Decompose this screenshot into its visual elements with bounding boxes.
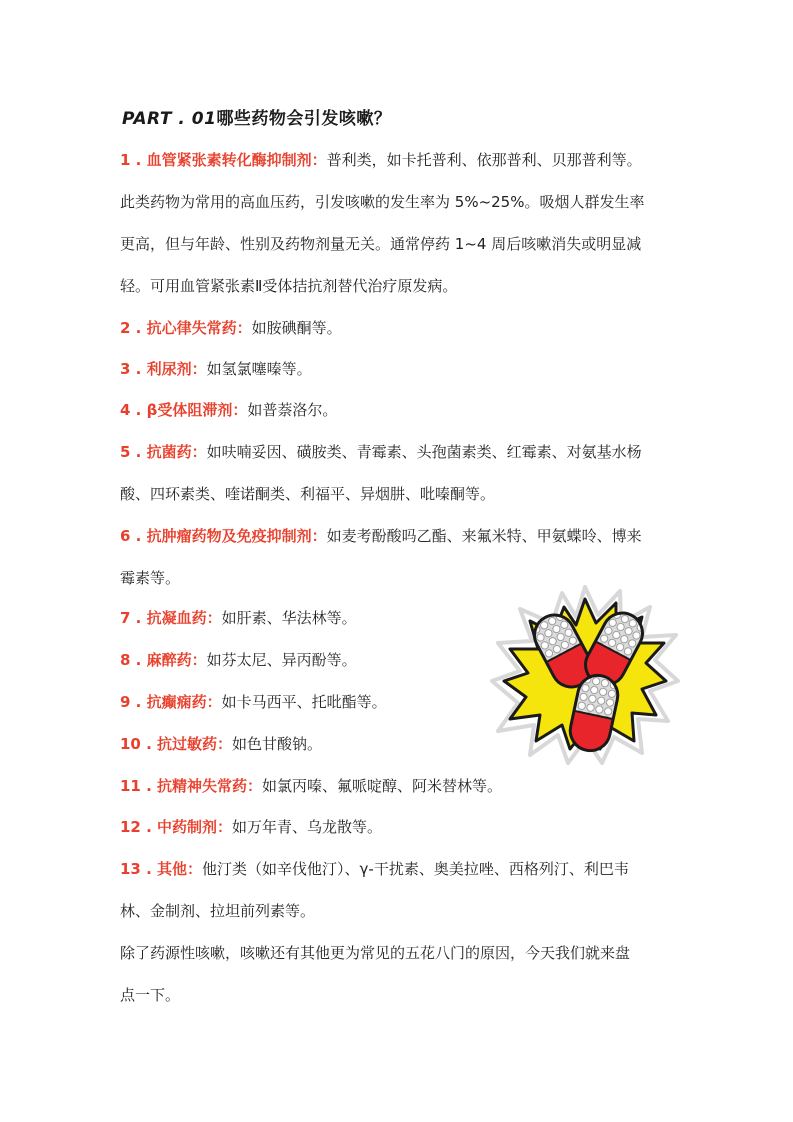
item-5 <box>120 442 642 462</box>
item-label: 2 . 抗心律失常药： <box>120 319 252 337</box>
item-label: 12 . 中药制剂： <box>120 818 233 836</box>
item-12 <box>120 817 382 837</box>
item-label: 1 . 血管紧张素转化酶抑制剂： <box>120 151 327 169</box>
item-1 <box>120 150 642 170</box>
item-text: 如肝素、华法林等。 <box>221 609 357 627</box>
item-3 <box>120 359 312 379</box>
item-6 <box>120 526 642 546</box>
item-label: 11 . 抗精神失常药： <box>120 777 263 795</box>
item-4 <box>120 400 337 420</box>
item-1-continuation: 更高，但与年龄、性别及药物剂量无关。通常停药 1~4 周后咳嗽消失或明显减 <box>120 235 642 253</box>
item-text: 如色甘酸钠。 <box>232 735 323 753</box>
item-6-continuation: 霉素等。 <box>120 569 181 587</box>
title-part: PART . 01 <box>122 109 217 129</box>
pill-capsules-burst-icon <box>490 585 680 765</box>
item-text: 如卡马西平、托吡酯等。 <box>221 693 387 711</box>
item-label: 6 . 抗肿瘤药物及免疫抑制剂： <box>120 527 327 545</box>
item-1-continuation: 轻。可用血管紧张素Ⅱ受体拮抗剂替代治疗原发病。 <box>120 277 458 295</box>
item-9 <box>120 692 387 712</box>
item-label: 9 . 抗癫痫药： <box>120 693 222 711</box>
page-title <box>122 104 391 129</box>
item-text: 如氢氯噻嗪等。 <box>206 360 312 378</box>
item-text: 如麦考酚酸吗乙酯、来氟米特、甲氨蝶呤、博来 <box>326 527 642 545</box>
item-label: 8 . 麻醉药： <box>120 651 207 669</box>
item-text: 如普萘洛尔。 <box>247 401 338 419</box>
item-label: 13 . 其他： <box>120 860 203 878</box>
item-text: 如万年青、乌龙散等。 <box>232 818 383 836</box>
item-label: 4 . β受体阻滞剂： <box>120 401 248 419</box>
item-text: 普利类，如卡托普利、依那普利、贝那普利等。 <box>326 151 642 169</box>
item-5-continuation: 酸、四环素类、喹诺酮类、利福平、异烟肼、吡嗪酮等。 <box>120 485 496 503</box>
item-8 <box>120 650 357 670</box>
item-1-continuation: 此类药物为常用的高血压药，引发咳嗽的发生率为 5%~25%。吸烟人群发生率 <box>120 193 645 211</box>
item-text: 他汀类（如辛伐他汀）、γ-干扰素、奥美拉唑、西格列汀、利巴韦 <box>202 860 629 878</box>
item-11 <box>120 776 502 796</box>
item-text: 如芬太尼、异丙酚等。 <box>206 651 357 669</box>
title-text: 哪些药物会引发咳嗽？ <box>216 109 392 129</box>
item-label: 7 . 抗凝血药： <box>120 609 222 627</box>
item-10 <box>120 734 322 754</box>
item-label: 10 . 抗过敏药： <box>120 735 233 753</box>
item-text: 如呋喃妥因、磺胺类、青霉素、头孢菌素类、红霉素、对氨基水杨 <box>206 443 642 461</box>
item-label: 3 . 利尿剂： <box>120 360 207 378</box>
item-label: 5 . 抗菌药： <box>120 443 207 461</box>
item-text: 如氯丙嗪、氟哌啶醇、阿米替林等。 <box>262 777 503 795</box>
item-7 <box>120 608 357 628</box>
closing-paragraph-line: 除了药源性咳嗽，咳嗽还有其他更为常见的五花八门的原因，今天我们就来盘 <box>120 944 631 962</box>
item-text: 如胺碘酮等。 <box>251 319 342 337</box>
item-13 <box>120 859 629 879</box>
item-2 <box>120 318 342 338</box>
closing-paragraph-line: 点一下。 <box>120 986 181 1004</box>
item-13-continuation: 林、金制剂、拉坦前列素等。 <box>120 902 316 920</box>
